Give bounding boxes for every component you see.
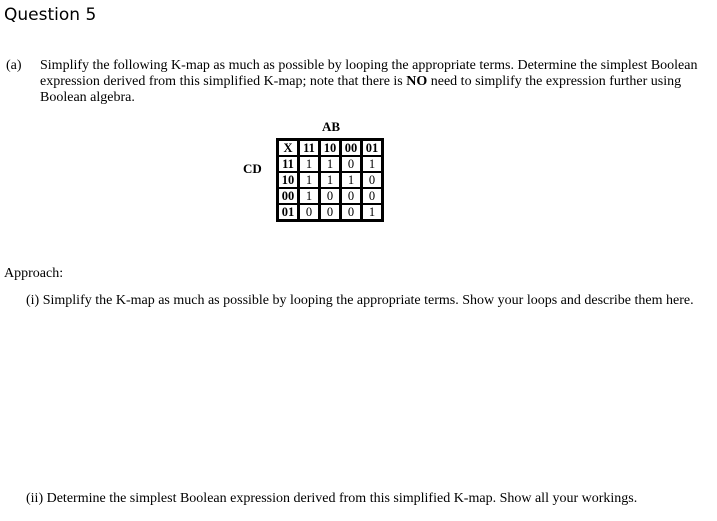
kmap-row-header: 00 — [278, 188, 299, 204]
kmap-cell: 1 — [299, 172, 319, 188]
kmap-row — [278, 172, 382, 188]
karnaugh-map — [276, 138, 384, 222]
kmap-row-header: 01 — [278, 204, 299, 220]
kmap-col-header: 10 — [319, 140, 340, 156]
kmap-corner-cell: X — [278, 140, 299, 156]
kmap-col-header: 01 — [361, 140, 382, 156]
kmap-row — [278, 204, 382, 220]
kmap-cell: 1 — [299, 188, 319, 204]
question-title: Question 5 — [4, 5, 97, 25]
part-text-1: Simplify the following K-map as much as possible by looping the appropriate terms. Determine the simplest Boolean expression derived from this simplified K-map; note that there is — [40, 58, 698, 89]
step-1-text: Simplify the K-map as much as possible by looping the appropriate terms. Show your loops and describe them here. — [42, 293, 694, 308]
kmap-cell: 0 — [361, 188, 382, 204]
kmap-cell: 0 — [319, 204, 340, 220]
kmap-col-header: 00 — [340, 140, 361, 156]
approach-step-1 — [26, 292, 706, 309]
part-label: (a) — [6, 58, 22, 73]
kmap-col-header: 11 — [299, 140, 319, 156]
kmap-row-variable: CD — [243, 161, 262, 176]
part-instructions — [40, 58, 700, 106]
kmap-cell: 1 — [319, 172, 340, 188]
kmap-row-header: 11 — [278, 156, 299, 172]
kmap-header-row — [278, 140, 382, 156]
kmap-cell: 0 — [319, 188, 340, 204]
kmap-cell: 1 — [361, 204, 382, 220]
approach-step-2 — [26, 491, 706, 507]
kmap-cell: 0 — [340, 204, 361, 220]
kmap-cell: 1 — [361, 156, 382, 172]
kmap-row — [278, 188, 382, 204]
kmap-cell: 0 — [340, 188, 361, 204]
step-1-number: (i) — [26, 293, 40, 308]
kmap-cell: 1 — [319, 156, 340, 172]
kmap-cell: 0 — [340, 156, 361, 172]
kmap-row-header: 10 — [278, 172, 299, 188]
kmap-cell: 0 — [299, 204, 319, 220]
step-2-number: (ii) — [26, 491, 44, 506]
kmap-column-variable: AB — [322, 119, 341, 134]
kmap-cell: 0 — [361, 172, 382, 188]
part-text-2: need to simplify the expression further using Boolean algebra. — [40, 74, 682, 105]
part-text-bold: NO — [406, 74, 428, 89]
kmap-cell: 1 — [340, 172, 361, 188]
kmap-row — [278, 156, 382, 172]
approach-heading: Approach: — [4, 266, 64, 281]
kmap-cell: 1 — [299, 156, 319, 172]
step-2-text: Determine the simplest Boolean expression derived from this simplified K-map. Show all your workings. — [46, 491, 638, 506]
